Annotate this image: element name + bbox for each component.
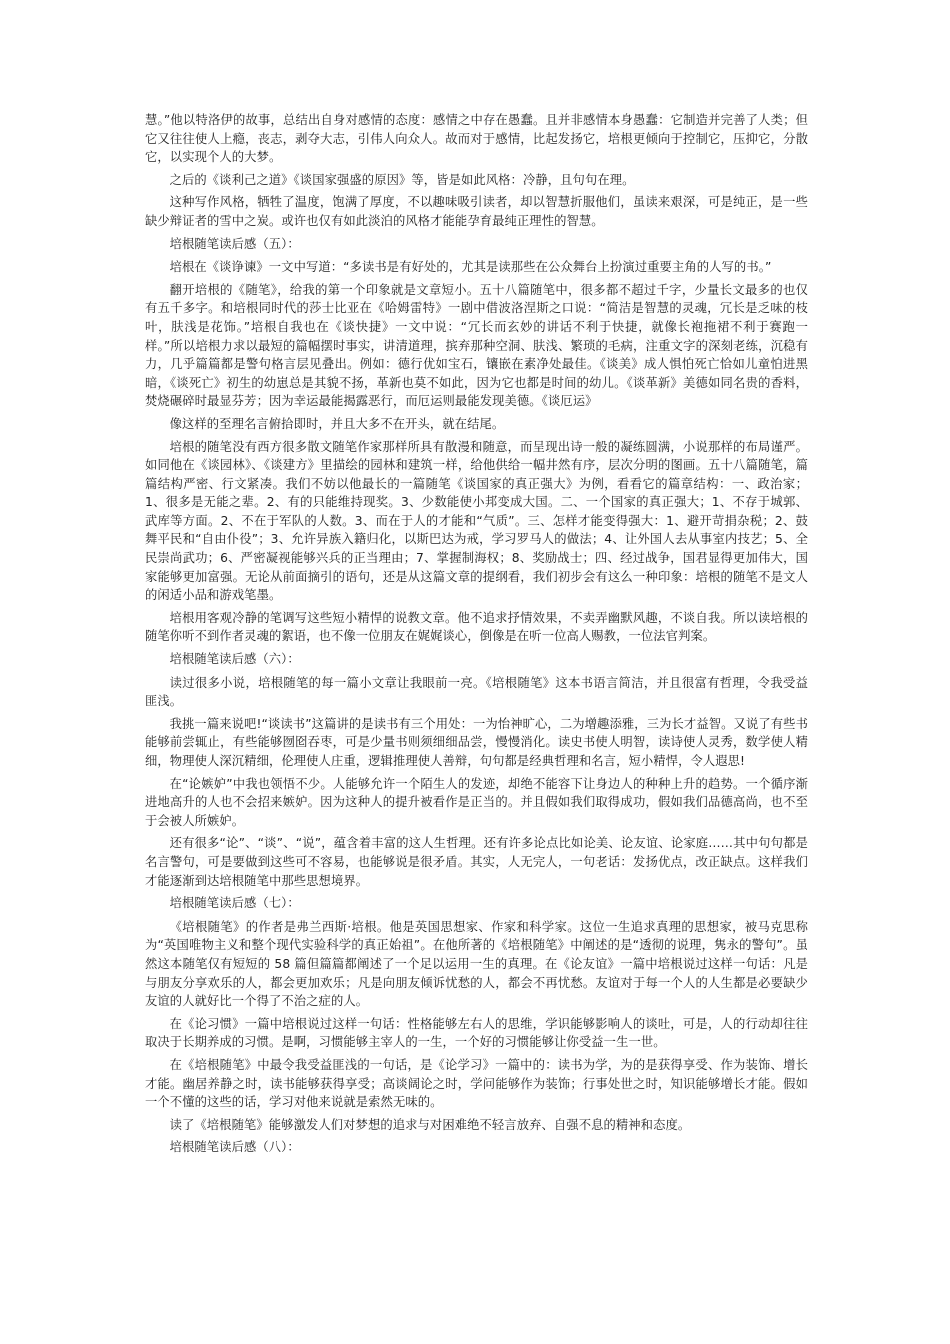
paragraph: 我挑一篇来说吧!“谈读书”这篇讲的是读书有三个用处：一为怡神旷心，二为增趣添雅，三为长才益智。又说了有些书能够前尝辄止，有些能够囫囵吞枣，可是少量书则须细细品尝，慢慢消化。读史书使人明智，读诗使人灵秀，数学使人精细，物理使人深沉精细，伦理使人庄重，逻辑推理使人善辩，句句都是经典哲理和名言，短小精悍，令人遐思! xyxy=(145,716,808,768)
paragraph: 还有很多“论”、“谈”、“说”，蕴含着丰富的这人生哲理。还有许多论点比如论美、论友谊、论家庭……其中句句都是名言警句，可是要做到这些可不容易，也能够说是很矛盾。其实，人无完人，一句老话：发扬优点，改正缺点。这样我们才能逐渐到达培根随笔中那些思想境界。 xyxy=(145,836,808,888)
paragraph: 像这样的至理名言俯拾即时，并且大多不在开头，就在结尾。 xyxy=(169,416,505,431)
paragraph: 在《培根随笔》中最令我受益匪浅的一句话，是《论学习》一篇中的：读书为学，为的是获得享受、作为装饰、增长才能。幽居养静之时，读书能够获得享受；高谈阔论之时，学问能够作为装饰；行事处世之时，知识能够增长才能。假如一个不懂的这些的话，学习对他来说就是索然无味的。 xyxy=(145,1057,808,1110)
paragraph: 读了《培根随笔》能够激发人们对梦想的追求与对困难绝不轻言放弃、自强不息的精神和态度。 xyxy=(169,1117,691,1132)
section-heading: 培根随笔读后感（六）： xyxy=(169,652,300,667)
section-heading: 培根随笔读后感（五）： xyxy=(169,236,300,251)
section-heading: 培根随笔读后感（七）： xyxy=(169,896,300,911)
section-heading: 培根随笔读后感（八）： xyxy=(169,1140,300,1155)
paragraph: 培根的随笔没有西方很多散文随笔作家那样所具有散漫和随意，而呈现出诗一般的凝练圆满，小说那样的布局谨严。如同他在《谈园林》、《谈建方》里描绘的园林和建筑一样，给他供给一幅井然有序，层次分明的图画。五十八篇随笔，篇篇结构严密、行文紧凑。我们不妨以他最长的一篇随笔《谈国家的真正强大》为例，看看它的篇章结构：一、政治家；1、很多是无能之辈。2、有的只能维持现奖。3、少数能使小邦变成大国。二、一个国家的真正强大；1、不存于城郭、武库等方面。2、不在于军队的人数。3、而在于人的才能和“气质”。三、怎样才能变得强大：1、避开苛捐杂税；2、鼓舞平民和“自由仆役”；3、允许异族入籍归化，以斯巴达为戒，学习罗马人的做法；4、让外国人去从事室内技艺；5、全民崇尚武功；6、严密凝视能够兴兵的正当理由；7、掌握制海权；8、奖励战士；四、经过战争，国君显得更加伟大，国家能够更加富强。无论从前面摘引的语句，还是从这篇文章的提纲看，我们初步会有这么一种印象：培根的随笔不是文人的闲适小品和游戏笔墨。 xyxy=(145,439,808,603)
paragraph: 在《论习惯》一篇中培根说过这样一句话：性格能够左右人的思维，学识能够影响人的谈吐，可是，人的行动却往往取决于长期养成的习惯。是啊，习惯能够主宰人的一生，一个好的习惯能够让你受益一生一世。 xyxy=(145,1016,808,1050)
paragraph: 之后的《谈利己之道》《谈国家强盛的原因》等，皆是如此风格：冷静，且句句在理。 xyxy=(169,172,635,187)
document-page xyxy=(145,111,808,1162)
paragraph: 翻开培根的《随笔》，给我的第一个印象就是文章短小。五十八篇随笔中，很多都不超过千字，少量长文最多的也仅有五千多字。和培根同时代的莎士比亚在《哈姆雷特》一剧中借波洛涅斯之口说：“简洁是智慧的灵魂，冗长是乏味的枝叶，肤浅是花饰。”培根自我也在《谈快捷》一文中说：“冗长而玄妙的讲话不利于快捷，就像长袍拖裙不利于赛跑一样。”所以培根力求以最短的篇幅摆时事实，讲清道理，摈弃那种空洞、肤浅、繁琐的毛病，注重文字的深刻老练，沉稳有力，几乎篇篇都是警句格言层见叠出。例如：德行优如宝石，镶嵌在素净处最佳。《谈美》成人惧怕死亡恰如儿童怕进黑暗，《谈死亡》初生的幼崽总是其貌不扬，革新也莫不如此，因为它也都是时间的幼儿。《谈革新》美德如同名贵的香料，焚烧碾碎时最显芬芳；因为幸运最能揭露恶行，而厄运则最能发现美德。《谈厄运》 xyxy=(145,282,808,409)
paragraph: 培根在《谈诤谏》一文中写道：“多读书是有好处的，尤其是读那些在公众舞台上扮演过重要主角的人写的书。” xyxy=(169,260,772,275)
paragraph: 读过很多小说，培根随笔的每一篇小文章让我眼前一亮。《培根随笔》这本书语言简洁，并且很富有哲理，令我受益匪浅。 xyxy=(145,675,808,709)
paragraph: 培根用客观冷静的笔调写这些短小精悍的说教文章。他不追求抒情效果，不卖弄幽默风趣，不谈自我。所以读培根的随笔你听不到作者灵魂的絮语，也不像一位朋友在娓娓谈心，倒像是在听一位高人赐教，一位法官判案。 xyxy=(145,610,808,644)
paragraph: 《培根随笔》的作者是弗兰西斯·培根。他是英国思想家、作家和科学家。这位一生追求真理的思想家，被马克思称为“英国唯物主义和整个现代实验科学的真正始祖”。在他所著的《培根随笔》中阐述的是“透彻的说理，隽永的警句”。虽然这本随笔仅有短短的 58 篇但篇篇都阐述了一个足以运用一生的真理。在《论友谊》一篇中培根说过这样一句话：凡是与朋友分享欢乐的人，都会更加欢乐；凡是向朋友倾诉忧愁的人，都会不再忧愁。友谊对于每一个人的人生都是必要缺少友谊的人就好比一个得了不治之症的人。 xyxy=(145,919,808,1009)
paragraph: 在“论嫉妒”中我也领悟不少。人能够允许一个陌生人的发迹，却绝不能容下让身边人的种种上升的趋势。一个循序渐进地高升的人也不会招来嫉妒。因为这种人的提升被看作是正当的。并且假如我们取得成功，假如我们品德高尚，也不至于会被人所嫉妒。 xyxy=(145,776,808,828)
paragraph: 慧。”他以特洛伊的故事，总结出自身对感情的态度：感情之中存在愚蠢。且并非感情本身愚蠢：它制造并完善了人类；但它又往往使人上瘾，丧志，剥夺大志，引伟人向众人。故而对于感情，比起发扬它，培根更倾向于控制它，压抑它，分散它，以实现个人的大梦。 xyxy=(145,113,808,165)
paragraph: 这种写作风格，牺牲了温度，饱满了厚度，不以趣味吸引读者，却以智慧折服他们，虽读来艰深，可是纯正，是一些缺少辩证者的雪中之炭。或许也仅有如此淡泊的风格才能能孕育最纯正理性的智慧。 xyxy=(145,195,808,228)
